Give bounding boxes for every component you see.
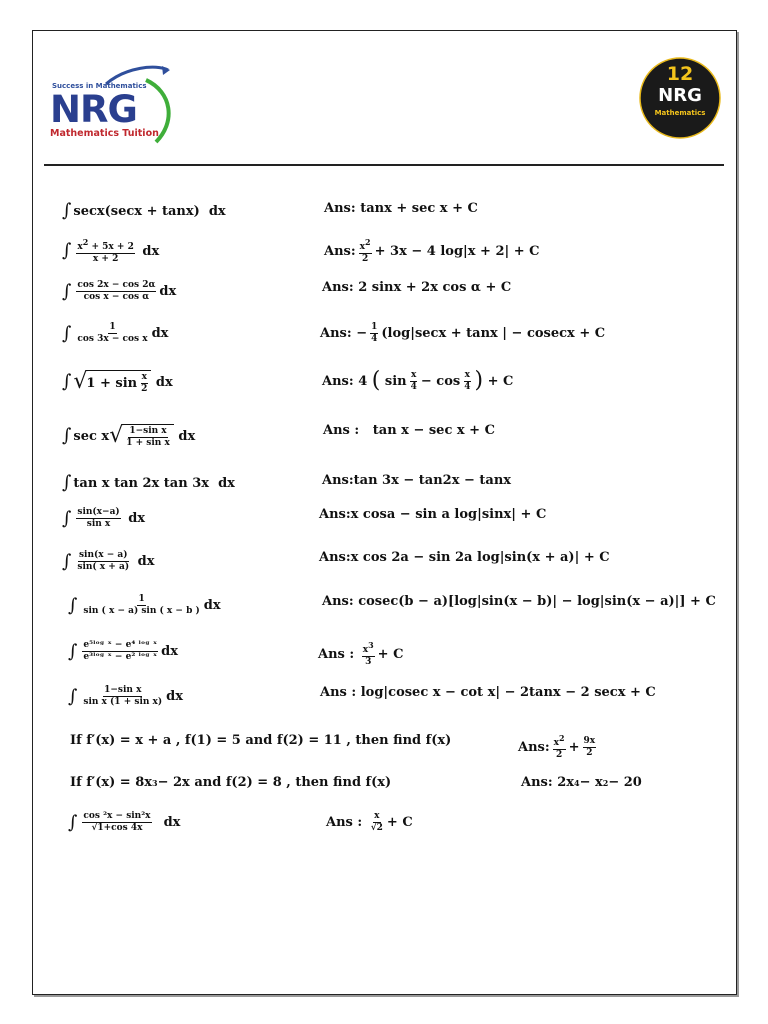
denominator: sin x (1 + sin x): [83, 697, 163, 707]
answer-text: tan x − sec x + C: [372, 423, 495, 438]
answer-label: Ans :: [323, 423, 360, 438]
answer-text: + C: [386, 815, 413, 830]
answer-term: − x: [579, 775, 603, 790]
answer-3: [322, 281, 511, 294]
answer-label: Ans:: [518, 739, 550, 755]
header-divider: [44, 164, 724, 166]
denominator: cos x − cos α: [83, 292, 150, 302]
differential: dx: [159, 284, 177, 299]
numerator: 9x: [583, 735, 596, 746]
nrg-tuition-logo: [46, 62, 176, 144]
numerator-part: + 5x + 2: [88, 242, 134, 252]
answer-14: [521, 776, 642, 789]
answer-text: + C: [377, 646, 404, 662]
integrand: tan x tan 2x tan 3x: [73, 475, 210, 491]
coefficient: 4: [358, 373, 368, 389]
question-5: [62, 370, 173, 394]
answer-15: [326, 812, 413, 833]
answer-label: Ans:: [319, 550, 351, 565]
integral-sign: ∫: [62, 550, 72, 572]
integral-sign: ∫: [68, 640, 78, 662]
question-text: If f′(x) = 8x: [70, 775, 153, 790]
numerator: x: [374, 811, 380, 821]
radicand: 1 + sin: [86, 376, 138, 391]
fraction: [362, 641, 375, 667]
answer-13: [518, 734, 599, 760]
differential: dx: [166, 689, 184, 704]
answer-7: [322, 474, 511, 487]
exponent: 4: [573, 777, 580, 788]
fraction: [583, 737, 597, 758]
denominator: 2: [586, 747, 593, 758]
answer-text: + C: [487, 373, 514, 389]
differential: dx: [208, 203, 226, 219]
differential: dx: [155, 374, 173, 390]
answer-text: (log|secx + tanx | − cosecx + C: [381, 326, 606, 341]
integral-sign: ∫: [62, 280, 72, 302]
question-text: If f′(x) = x + a , f(1) = 5 and f(2) = 11 , then find f(x): [70, 733, 452, 748]
question-6: [62, 424, 195, 448]
denominator: cos 3x − cos x: [77, 334, 148, 344]
sin-term: sin: [384, 373, 407, 389]
numerator-part: x: [359, 242, 366, 252]
exponent: 3: [152, 777, 158, 788]
numerator: cos ²x − sin²x: [83, 811, 151, 821]
fraction: [76, 551, 130, 572]
question-8: [62, 508, 145, 529]
answer-text: 2 sinx + 2x cos α + C: [358, 280, 512, 295]
logo-brand: NRG: [50, 88, 137, 131]
answer-label: Ans :: [318, 646, 355, 662]
answer-10: [322, 595, 716, 608]
answer-text: x cos 2a − sin 2a log|sin(x + a)| + C: [350, 550, 610, 565]
numerator: 1: [371, 322, 378, 332]
question-13: [70, 734, 451, 747]
denominator: 3: [365, 657, 372, 667]
exponent: 2: [365, 237, 371, 247]
differential: dx: [163, 815, 181, 830]
answer-6: [323, 424, 495, 437]
question-11: [68, 641, 178, 662]
answer-term: 2x: [557, 775, 574, 790]
question-14: [70, 776, 391, 789]
numerator: 1: [109, 322, 116, 332]
fraction: [82, 641, 158, 662]
question-15: [68, 812, 180, 833]
question-9: [62, 551, 154, 572]
sign: −: [356, 326, 368, 341]
answer-text: cosec(b − a)[log|sin(x − b)| − log|sin(x − a)|] + C: [358, 594, 716, 609]
integral-sign: ∫: [62, 425, 72, 446]
answer-label: Ans:: [322, 473, 354, 488]
answer-text: log|cosec x − cot x| − 2tanx − 2 secx + C: [360, 685, 656, 700]
fraction: [76, 323, 148, 344]
answer-8: [319, 508, 546, 521]
fraction: [82, 686, 163, 707]
square-root: √ $\frac{\text{1−sin x}}{\text{1 + sin x}}$: [109, 424, 174, 448]
answer-5: [322, 370, 513, 392]
fraction: [82, 812, 151, 833]
differential: dx: [128, 511, 146, 526]
question-12: [68, 686, 183, 707]
numerator-part: x: [77, 242, 83, 252]
numerator-part: x: [362, 645, 369, 655]
integral-sign: ∫: [62, 200, 72, 221]
differential: dx: [142, 243, 160, 259]
answer-12: [320, 686, 656, 699]
question-2: [62, 238, 159, 264]
denominator: e³ˡᵒᵍ ˣ − e² ˡᵒᵍ ˣ: [83, 652, 158, 662]
answer-label: Ans:: [322, 373, 354, 389]
integral-sign: ∫: [62, 507, 72, 529]
fraction: [370, 323, 378, 344]
denominator: 1 + sin x: [126, 438, 170, 448]
answer-label: Ans:: [324, 201, 356, 216]
differential: dx: [151, 326, 169, 341]
integral-sign: ∫: [68, 594, 78, 616]
integral-sign: ∫: [62, 371, 72, 392]
fraction: [553, 734, 566, 760]
integral-sign: ∫: [68, 811, 78, 833]
fraction: [410, 371, 418, 392]
numerator: x: [141, 372, 147, 382]
answer-text: tan 3x − tan2x − tanx: [353, 473, 512, 488]
denominator: sin( x + a): [77, 562, 130, 572]
answer-label: Ans:: [324, 243, 356, 259]
logo-tagline: Success in Mathematics: [52, 82, 147, 90]
answer-11: [318, 641, 403, 667]
denominator: 4: [371, 334, 378, 344]
fraction: [82, 595, 200, 616]
answer-label: Ans :: [326, 815, 363, 830]
denominator: 2: [141, 384, 148, 394]
nrg-12-badge: [636, 57, 724, 139]
badge-number: 12: [666, 63, 694, 85]
fraction: [76, 238, 134, 264]
question-7: [62, 474, 235, 492]
answer-4: [320, 323, 605, 344]
numerator: sin(x − a): [78, 550, 128, 560]
fraction: [76, 508, 120, 529]
exponent: 2: [602, 777, 609, 788]
numerator: 1: [138, 594, 145, 604]
integrand: secx(secx + tanx): [73, 203, 200, 219]
denominator: √1+cos 4x: [91, 823, 143, 833]
exponent: 2: [559, 733, 565, 743]
answer-label: Ans:: [319, 507, 351, 522]
numerator: 1−sin x: [129, 426, 167, 436]
answer-label: Ans :: [320, 685, 357, 700]
question-3: [62, 281, 176, 302]
answer-label: Ans:: [322, 594, 354, 609]
differential: dx: [178, 428, 196, 444]
right-paren: ): [474, 368, 484, 393]
fraction: [359, 238, 372, 264]
fraction: [463, 371, 471, 392]
denominator: √2: [370, 823, 383, 833]
exponent: 3: [368, 640, 374, 650]
numerator: x: [411, 369, 417, 380]
question-4: [62, 323, 168, 344]
answer-term: − 20: [608, 775, 642, 790]
answer-2: [324, 238, 540, 264]
numerator: sin(x−a): [77, 507, 120, 517]
denominator: 4: [410, 381, 417, 392]
exponent: 2: [82, 237, 89, 247]
integrand: sec x: [73, 428, 110, 444]
question-text: − 2x and f(2) = 8 , then find f(x): [157, 775, 392, 790]
integral-sign: ∫: [62, 322, 72, 344]
denominator: sin x: [86, 519, 111, 529]
numerator: e⁵ˡᵒᵍ ˣ − e⁴ ˡᵒᵍ ˣ: [83, 640, 158, 650]
question-10: [68, 595, 221, 616]
denominator: x + 2: [92, 254, 119, 264]
fraction: [125, 427, 171, 448]
square-root: √ 1 + sin $\frac{x}{2}$: [73, 370, 151, 394]
fraction: [76, 281, 156, 302]
question-1: [62, 202, 226, 220]
answer-label: Ans:: [320, 326, 352, 341]
numerator-part: x: [553, 738, 560, 748]
denominator: 2: [556, 750, 563, 760]
differential: dx: [137, 554, 155, 569]
fraction: [370, 812, 384, 833]
differential: dx: [161, 644, 178, 659]
answer-label: Ans:: [521, 775, 553, 790]
numerator: x: [464, 369, 471, 380]
answer-text: x cosa − sin a log|sinx| + C: [350, 507, 547, 522]
answer-label: Ans:: [322, 280, 354, 295]
denominator: 2: [362, 254, 369, 264]
cos-term: − cos: [420, 373, 461, 389]
plus-sign: +: [568, 739, 580, 755]
denominator: sin ( x − a) sin ( x − b ): [83, 606, 200, 616]
integral-sign: ∫: [62, 472, 72, 493]
answer-9: [319, 551, 610, 564]
answer-text: + 3x − 4 log|x + 2| + C: [374, 243, 540, 259]
answer-1: [324, 202, 478, 215]
answer-text: tanx + sec x + C: [360, 201, 478, 216]
left-paren: (: [371, 368, 381, 393]
differential: dx: [203, 598, 221, 613]
differential: dx: [218, 475, 235, 491]
integral-sign: ∫: [68, 685, 78, 707]
logo-subtitle: Mathematics Tuition: [50, 128, 159, 139]
badge-subtitle: Mathematics: [654, 109, 706, 117]
denominator: 4: [464, 381, 471, 392]
numerator: cos 2x − cos 2α: [77, 280, 156, 290]
numerator: 1−sin x: [104, 685, 142, 695]
fraction: [140, 373, 148, 394]
badge-brand: NRG: [658, 85, 702, 106]
integral-sign: ∫: [62, 240, 72, 261]
